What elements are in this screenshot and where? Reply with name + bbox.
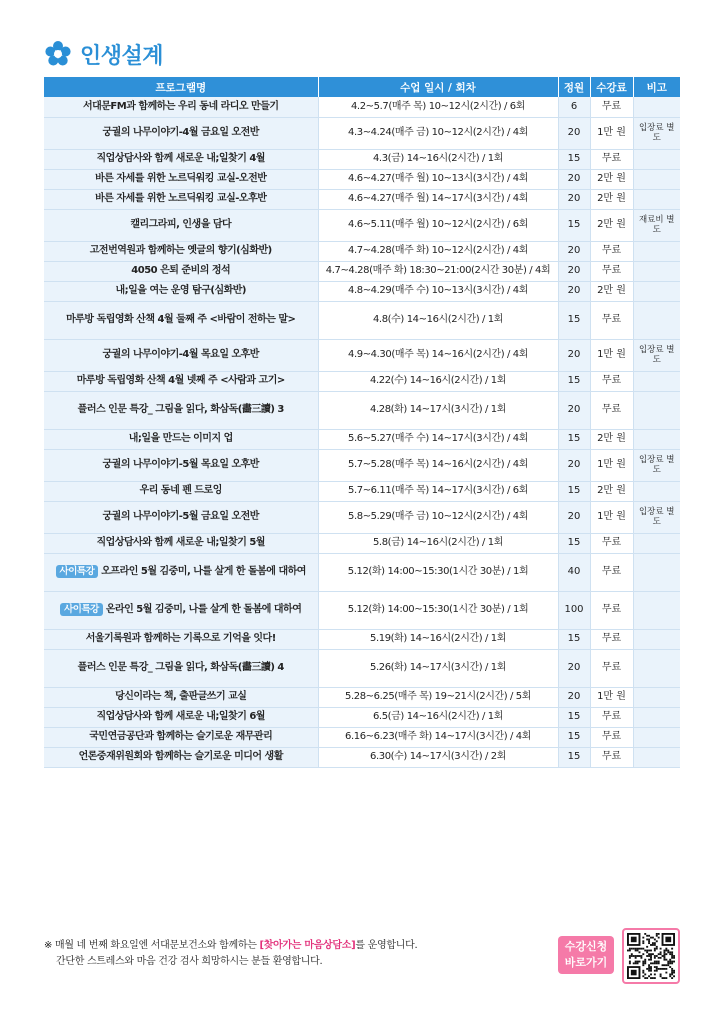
table-row: [44, 687, 680, 707]
class-capacity: 20: [558, 117, 590, 149]
apply-label-2: 바로가기: [564, 956, 608, 969]
class-note: 입장료 별도: [633, 339, 680, 371]
class-schedule: 5.28~6.25(매주 목) 19~21시(2시간) / 5회: [318, 687, 558, 707]
class-capacity: 20: [558, 687, 590, 707]
class-schedule: 4.7~4.28(매주 화) 18:30~21:00(2시간 30분) / 4회: [318, 261, 558, 281]
class-capacity: 20: [558, 501, 590, 533]
program-name: [44, 533, 318, 553]
table-row: [44, 189, 680, 209]
program-name-text: 바른 자세를 위한 노르딕워킹 교실-오전반: [95, 173, 267, 184]
class-fee: 무료: [590, 261, 633, 281]
class-schedule: 5.12(화) 14:00~15:30(1시간 30분) / 1회: [318, 553, 558, 591]
program-name-text: 궁궐의 나무이야기-5월 금요일 오전반: [102, 511, 259, 522]
column-header-fee: 수강료: [590, 77, 633, 97]
column-header-program: 프로그램명: [44, 77, 318, 97]
table-body: [44, 97, 680, 767]
class-capacity: 15: [558, 149, 590, 169]
class-schedule: 4.9~4.30(매주 목) 14~16시(2시간) / 4회: [318, 339, 558, 371]
program-name-text: 궁궐의 나무이야기-5월 목요일 오후반: [102, 459, 259, 470]
class-note: [633, 533, 680, 553]
class-schedule: 4.22(수) 14~16시(2시간) / 1회: [318, 371, 558, 391]
table-row: [44, 241, 680, 261]
program-name-text: 당신이라는 책, 출판글쓰기 교실: [115, 691, 247, 702]
program-name: [44, 189, 318, 209]
class-note: [633, 301, 680, 339]
class-fee: 무료: [590, 533, 633, 553]
program-name: [44, 649, 318, 687]
class-schedule: 6.16~6.23(매주 화) 14~17시(3시간) / 4회: [318, 727, 558, 747]
table-row: [44, 391, 680, 429]
class-schedule: 5.19(화) 14~16시(2시간) / 1회: [318, 629, 558, 649]
program-name-text: 온라인 5월 김중미, 나를 살게 한 돌봄에 대하여: [105, 604, 302, 615]
apply-shortcut-button[interactable]: [558, 936, 614, 974]
class-note: [633, 281, 680, 301]
class-capacity: 40: [558, 553, 590, 591]
table-row: [44, 339, 680, 371]
program-name-text: 4050 은퇴 준비의 정석: [131, 265, 231, 276]
class-fee: 무료: [590, 391, 633, 429]
class-schedule: 5.6~5.27(매주 수) 14~17시(3시간) / 4회: [318, 429, 558, 449]
class-note: [633, 429, 680, 449]
class-capacity: 20: [558, 261, 590, 281]
class-fee: 무료: [590, 149, 633, 169]
program-name-text: 직업상담사와 함께 새로운 내;일찾기 6월: [96, 711, 265, 722]
table-row: [44, 371, 680, 391]
program-name-text: 궁궐의 나무이야기-4월 금요일 오전반: [102, 127, 259, 138]
class-schedule: 4.3(금) 14~16시(2시간) / 1회: [318, 149, 558, 169]
class-capacity: 15: [558, 747, 590, 767]
table-row: [44, 261, 680, 281]
class-note: 입장료 별도: [633, 449, 680, 481]
table-row: [44, 97, 680, 117]
class-fee: 2만 원: [590, 429, 633, 449]
class-capacity: 20: [558, 449, 590, 481]
class-fee: 2만 원: [590, 189, 633, 209]
class-schedule: 6.30(수) 14~17시(3시간) / 2회: [318, 747, 558, 767]
class-schedule: 4.8~4.29(매주 수) 10~13시(3시간) / 4회: [318, 281, 558, 301]
program-name: [44, 687, 318, 707]
page-title: 인생설계: [80, 43, 164, 69]
class-schedule: 4.6~4.27(매주 월) 14~17시(3시간) / 4회: [318, 189, 558, 209]
program-name-text: 서울기록원과 함께하는 기록으로 기억을 잇다!: [85, 633, 276, 644]
class-note: [633, 591, 680, 629]
program-name-text: 플러스 인문 특강_ 그림을 읽다, 화삼독(畵三讀) 3: [77, 404, 284, 415]
class-capacity: 15: [558, 209, 590, 241]
table-row: [44, 429, 680, 449]
footer-line-1-post: 를 운영합니다.: [355, 940, 418, 951]
table-row: [44, 727, 680, 747]
section-header: [44, 36, 163, 72]
program-name: [44, 553, 318, 591]
class-capacity: 15: [558, 533, 590, 553]
footer-line-1-pre: ※ 매월 네 번째 화요일엔 서대문보건소와 함께하는: [44, 940, 260, 951]
program-name-text: 국민연금공단과 함께하는 슬기로운 재무관리: [89, 731, 273, 742]
table-row: [44, 553, 680, 591]
program-name: [44, 371, 318, 391]
program-name: [44, 429, 318, 449]
program-name-text: 고전번역원과 함께하는 옛글의 향기(심화반): [89, 245, 272, 256]
class-schedule: 5.12(화) 14:00~15:30(1시간 30분) / 1회: [318, 591, 558, 629]
class-capacity: 20: [558, 391, 590, 429]
table-row: [44, 533, 680, 553]
program-name: [44, 501, 318, 533]
program-name-text: 오프라인 5월 김중미, 나를 살게 한 돌봄에 대하여: [101, 566, 306, 577]
table-row: [44, 747, 680, 767]
class-note: [633, 687, 680, 707]
class-fee: 무료: [590, 707, 633, 727]
table-row: [44, 149, 680, 169]
class-schedule: 5.7~6.11(매주 목) 14~17시(3시간) / 6회: [318, 481, 558, 501]
class-capacity: 15: [558, 301, 590, 339]
class-schedule: 4.28(화) 14~17시(3시간) / 1회: [318, 391, 558, 429]
program-name-text: 마루방 독립영화 산책 4월 넷째 주 <사람과 고기>: [76, 375, 285, 386]
class-fee: 1만 원: [590, 117, 633, 149]
class-note: 입장료 별도: [633, 501, 680, 533]
table-row: [44, 117, 680, 149]
program-name: [44, 281, 318, 301]
class-note: [633, 371, 680, 391]
class-note: [633, 553, 680, 591]
class-note: [633, 241, 680, 261]
class-fee: 무료: [590, 97, 633, 117]
program-name-text: 내;일을 여는 운영 탐구(심화반): [115, 285, 246, 296]
program-name: [44, 727, 318, 747]
program-name-text: 마루방 독립영화 산책 4월 둘째 주 <바람이 전하는 말>: [66, 314, 296, 325]
class-fee: 2만 원: [590, 169, 633, 189]
table-row: [44, 707, 680, 727]
table-row: [44, 209, 680, 241]
program-name: [44, 261, 318, 281]
class-note: 입장료 별도: [633, 117, 680, 149]
table-row: [44, 649, 680, 687]
qr-code-icon: [627, 933, 675, 979]
class-schedule: 6.5(금) 14~16시(2시간) / 1회: [318, 707, 558, 727]
class-fee: 무료: [590, 629, 633, 649]
class-capacity: 20: [558, 281, 590, 301]
program-table: [44, 77, 680, 768]
class-capacity: 15: [558, 727, 590, 747]
class-capacity: 20: [558, 189, 590, 209]
class-note: [633, 391, 680, 429]
class-fee: 무료: [590, 301, 633, 339]
column-header-note: 비고: [633, 77, 680, 97]
class-note: [633, 149, 680, 169]
program-name-text: 내;일을 만드는 이미지 업: [128, 433, 233, 444]
program-name-text: 우리 동네 펜 드로잉: [139, 485, 222, 496]
program-name: [44, 629, 318, 649]
class-capacity: 20: [558, 169, 590, 189]
class-note: [633, 97, 680, 117]
program-name: [44, 117, 318, 149]
program-name: [44, 97, 318, 117]
table-row: [44, 501, 680, 533]
class-note: [633, 189, 680, 209]
class-fee: 1만 원: [590, 687, 633, 707]
class-schedule: 5.26(화) 14~17시(3시간) / 1회: [318, 649, 558, 687]
class-note: [633, 169, 680, 189]
program-name: [44, 591, 318, 629]
class-capacity: 15: [558, 707, 590, 727]
program-name: [44, 209, 318, 241]
class-note: [633, 481, 680, 501]
footer-notice: [44, 938, 554, 970]
class-schedule: 5.8~5.29(매주 금) 10~12시(2시간) / 4회: [318, 501, 558, 533]
class-note: [633, 629, 680, 649]
apply-label-1: 수강신청: [564, 940, 608, 953]
class-note: [633, 649, 680, 687]
class-capacity: 15: [558, 481, 590, 501]
program-name-text: 직업상담사와 함께 새로운 내;일찾기 5월: [96, 537, 265, 548]
program-name: [44, 449, 318, 481]
program-name-text: 캘리그라피, 인생을 담다: [130, 219, 232, 230]
program-name-text: 플러스 인문 특강_ 그림을 읽다, 화삼독(畵三讀) 4: [77, 662, 284, 673]
footer-line-2: 간단한 스트레스와 마음 건강 검사 희망하시는 분들 환영합니다.: [56, 956, 323, 967]
class-note: 재료비 별도: [633, 209, 680, 241]
table-header-row: [44, 77, 680, 97]
program-name: [44, 747, 318, 767]
class-fee: 무료: [590, 727, 633, 747]
class-note: [633, 727, 680, 747]
class-schedule: 4.6~5.11(매주 월) 10~12시(2시간) / 6회: [318, 209, 558, 241]
class-schedule: 4.8(수) 14~16시(2시간) / 1회: [318, 301, 558, 339]
class-schedule: 5.8(금) 14~16시(2시간) / 1회: [318, 533, 558, 553]
class-fee: 무료: [590, 553, 633, 591]
table-row: [44, 591, 680, 629]
class-schedule: 4.3~4.24(매주 금) 10~12시(2시간) / 4회: [318, 117, 558, 149]
class-schedule: 5.7~5.28(매주 목) 14~16시(2시간) / 4회: [318, 449, 558, 481]
program-name: [44, 481, 318, 501]
column-header-capacity: 정원: [558, 77, 590, 97]
class-schedule: 4.7~4.28(매주 화) 10~12시(2시간) / 4회: [318, 241, 558, 261]
class-capacity: 6: [558, 97, 590, 117]
table-row: [44, 281, 680, 301]
class-fee: 2만 원: [590, 209, 633, 241]
class-fee: 무료: [590, 591, 633, 629]
class-note: [633, 261, 680, 281]
program-name-text: 바른 자세를 위한 노르딕워킹 교실-오후반: [95, 193, 267, 204]
class-capacity: 20: [558, 649, 590, 687]
class-capacity: 100: [558, 591, 590, 629]
class-schedule: 4.2~5.7(매주 목) 10~12시(2시간) / 6회: [318, 97, 558, 117]
footer-line-1: [44, 938, 554, 954]
table-row: [44, 629, 680, 649]
program-name: [44, 149, 318, 169]
class-fee: 무료: [590, 747, 633, 767]
class-fee: 무료: [590, 371, 633, 391]
program-name-text: 궁궐의 나무이야기-4월 목요일 오후반: [102, 349, 259, 360]
lecture-badge: 사이특강: [56, 565, 99, 578]
program-name: [44, 391, 318, 429]
program-name: [44, 301, 318, 339]
class-fee: 무료: [590, 241, 633, 261]
class-capacity: 15: [558, 371, 590, 391]
class-capacity: 20: [558, 339, 590, 371]
program-name: [44, 241, 318, 261]
program-name: [44, 707, 318, 727]
class-fee: 1만 원: [590, 501, 633, 533]
class-capacity: 15: [558, 429, 590, 449]
class-capacity: 20: [558, 241, 590, 261]
flower-icon: [44, 40, 72, 68]
class-fee: 1만 원: [590, 339, 633, 371]
table-row: [44, 301, 680, 339]
class-fee: 1만 원: [590, 449, 633, 481]
table-row: [44, 169, 680, 189]
class-fee: 2만 원: [590, 281, 633, 301]
class-fee: 무료: [590, 649, 633, 687]
qr-code-frame[interactable]: [622, 928, 680, 984]
class-schedule: 4.6~4.27(매주 월) 10~13시(3시간) / 4회: [318, 169, 558, 189]
class-note: [633, 747, 680, 767]
column-header-schedule: 수업 일시 / 회차: [318, 77, 558, 97]
class-capacity: 15: [558, 629, 590, 649]
lecture-badge: 사이특강: [60, 603, 103, 616]
class-fee: 2만 원: [590, 481, 633, 501]
program-name-text: 언론중재위원회와 함께하는 슬기로운 미디어 생활: [78, 751, 283, 762]
table-row: [44, 449, 680, 481]
counseling-highlight: [찾아가는 마음상담소]: [259, 940, 356, 951]
program-name: [44, 169, 318, 189]
class-note: [633, 707, 680, 727]
program-name-text: 직업상담사와 함께 새로운 내;일찾기 4월: [96, 153, 265, 164]
program-name: [44, 339, 318, 371]
table-row: [44, 481, 680, 501]
program-name-text: 서대문FM과 함께하는 우리 동네 라디오 만들기: [82, 100, 279, 112]
